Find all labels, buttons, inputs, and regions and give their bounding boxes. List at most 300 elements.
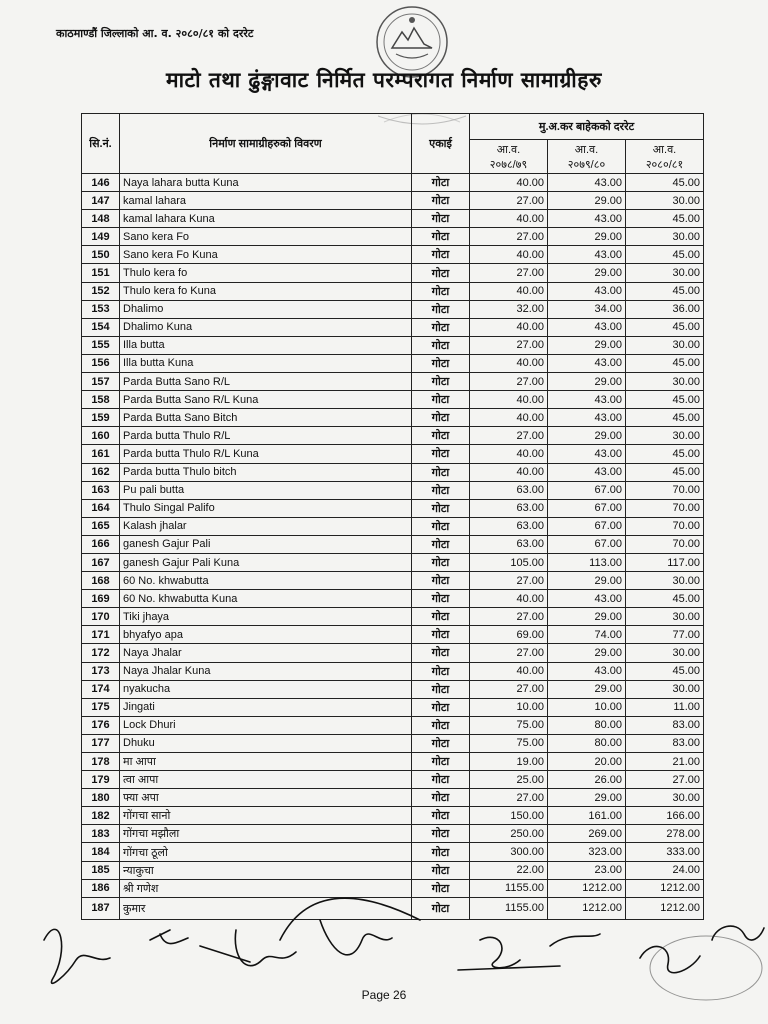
rate-2080-81-cell: 45.00 xyxy=(626,445,704,463)
rate-2079-80-cell: 20.00 xyxy=(548,753,626,771)
rate-2078-79-cell: 1155.00 xyxy=(470,897,548,919)
description-cell: Parda Butta Sano R/L xyxy=(120,373,412,391)
header-description: निर्माण सामाग्रीहरुको विवरण xyxy=(120,114,412,174)
description-cell: त्वा आपा xyxy=(120,771,412,789)
serial-number-cell: 171 xyxy=(82,626,120,644)
serial-number-cell: 177 xyxy=(82,734,120,752)
serial-number-cell: 182 xyxy=(82,807,120,825)
table-row xyxy=(82,771,704,789)
unit-cell: गोटा xyxy=(412,644,470,662)
unit-cell: गोटा xyxy=(412,318,470,336)
rate-2080-81-cell: 45.00 xyxy=(626,282,704,300)
table-row xyxy=(82,590,704,608)
rate-2078-79-cell: 40.00 xyxy=(470,174,548,192)
rate-2078-79-cell: 40.00 xyxy=(470,662,548,680)
rate-2079-80-cell: 29.00 xyxy=(548,228,626,246)
rate-2079-80-cell: 80.00 xyxy=(548,734,626,752)
rate-2079-80-cell: 43.00 xyxy=(548,318,626,336)
serial-number-cell: 180 xyxy=(82,789,120,807)
table-row xyxy=(82,517,704,535)
unit-cell: गोटा xyxy=(412,174,470,192)
serial-number-cell: 175 xyxy=(82,698,120,716)
table-row xyxy=(82,391,704,409)
unit-cell: गोटा xyxy=(412,734,470,752)
rate-2080-81-cell: 30.00 xyxy=(626,427,704,445)
table-row xyxy=(82,210,704,228)
description-cell: Tiki jhaya xyxy=(120,608,412,626)
unit-cell: गोटा xyxy=(412,210,470,228)
rate-2079-80-cell: 161.00 xyxy=(548,807,626,825)
header-rate-group: मु.अ.कर बाहेकको दररेट xyxy=(470,114,704,140)
description-cell: मा आपा xyxy=(120,753,412,771)
rate-2078-79-cell: 27.00 xyxy=(470,608,548,626)
description-cell: Illa butta Kuna xyxy=(120,354,412,372)
unit-cell: गोटा xyxy=(412,427,470,445)
table-row xyxy=(82,174,704,192)
rate-2079-80-cell: 67.00 xyxy=(548,535,626,553)
rate-2080-81-cell: 278.00 xyxy=(626,825,704,843)
unit-cell: गोटा xyxy=(412,879,470,897)
table-row xyxy=(82,354,704,372)
rate-2079-80-cell: 26.00 xyxy=(548,771,626,789)
table-row xyxy=(82,318,704,336)
rate-2078-79-cell: 27.00 xyxy=(470,228,548,246)
serial-number-cell: 153 xyxy=(82,300,120,318)
unit-cell: गोटा xyxy=(412,373,470,391)
table-row xyxy=(82,336,704,354)
rate-2080-81-cell: 1212.00 xyxy=(626,879,704,897)
unit-cell: गोटा xyxy=(412,897,470,919)
unit-cell: गोटा xyxy=(412,517,470,535)
table-row xyxy=(82,373,704,391)
table-row xyxy=(82,445,704,463)
description-cell: गोंगचा ठूलो xyxy=(120,843,412,861)
rate-2079-80-cell: 29.00 xyxy=(548,264,626,282)
rate-2079-80-cell: 43.00 xyxy=(548,210,626,228)
unit-cell: गोटा xyxy=(412,463,470,481)
rate-2080-81-cell: 45.00 xyxy=(626,391,704,409)
page-number: Page 26 xyxy=(361,988,407,1002)
table-row xyxy=(82,192,704,210)
serial-number-cell: 165 xyxy=(82,517,120,535)
serial-number-cell: 157 xyxy=(82,373,120,391)
rate-2079-80-cell: 43.00 xyxy=(548,354,626,372)
rate-2080-81-cell: 45.00 xyxy=(626,590,704,608)
unit-cell: गोटा xyxy=(412,590,470,608)
serial-number-cell: 148 xyxy=(82,210,120,228)
rate-2080-81-cell: 30.00 xyxy=(626,608,704,626)
rate-2080-81-cell: 45.00 xyxy=(626,318,704,336)
rate-2080-81-cell: 83.00 xyxy=(626,734,704,752)
table-row xyxy=(82,427,704,445)
description-cell: Parda butta Thulo R/L Kuna xyxy=(120,445,412,463)
table-row xyxy=(82,662,704,680)
rate-2079-80-cell: 80.00 xyxy=(548,716,626,734)
rate-2079-80-cell: 29.00 xyxy=(548,427,626,445)
rate-2078-79-cell: 27.00 xyxy=(470,644,548,662)
rate-2078-79-cell: 1155.00 xyxy=(470,879,548,897)
rate-2080-81-cell: 117.00 xyxy=(626,553,704,571)
serial-number-cell: 158 xyxy=(82,391,120,409)
description-cell: Illa butta xyxy=(120,336,412,354)
rate-2078-79-cell: 10.00 xyxy=(470,698,548,716)
serial-number-cell: 176 xyxy=(82,716,120,734)
serial-number-cell: 172 xyxy=(82,644,120,662)
rate-2079-80-cell: 43.00 xyxy=(548,409,626,427)
rate-2078-79-cell: 19.00 xyxy=(470,753,548,771)
serial-number-cell: 151 xyxy=(82,264,120,282)
rate-2080-81-cell: 30.00 xyxy=(626,680,704,698)
description-cell: Naya Jhalar xyxy=(120,644,412,662)
rate-2079-80-cell: 323.00 xyxy=(548,843,626,861)
description-cell: Sano kera Fo xyxy=(120,228,412,246)
rate-2079-80-cell: 29.00 xyxy=(548,192,626,210)
unit-cell: गोटा xyxy=(412,391,470,409)
serial-number-cell: 169 xyxy=(82,590,120,608)
rate-2079-80-cell: 43.00 xyxy=(548,590,626,608)
serial-number-cell: 164 xyxy=(82,499,120,517)
serial-number-cell: 173 xyxy=(82,662,120,680)
unit-cell: गोटा xyxy=(412,825,470,843)
table-row xyxy=(82,753,704,771)
table-row xyxy=(82,734,704,752)
description-cell: Lock Dhuri xyxy=(120,716,412,734)
rate-2080-81-cell: 70.00 xyxy=(626,481,704,499)
rate-2078-79-cell: 27.00 xyxy=(470,264,548,282)
table-row xyxy=(82,825,704,843)
rate-2079-80-cell: 29.00 xyxy=(548,680,626,698)
signature-7 xyxy=(640,926,764,973)
rate-2080-81-cell: 70.00 xyxy=(626,499,704,517)
rate-2079-80-cell: 113.00 xyxy=(548,553,626,571)
serial-number-cell: 161 xyxy=(82,445,120,463)
serial-number-cell: 187 xyxy=(82,897,120,919)
rate-2078-79-cell: 40.00 xyxy=(470,246,548,264)
unit-cell: गोटा xyxy=(412,336,470,354)
serial-number-cell: 160 xyxy=(82,427,120,445)
rate-2079-80-cell: 29.00 xyxy=(548,572,626,590)
header-serial-number: सि.नं. xyxy=(82,114,120,174)
rate-2079-80-cell: 43.00 xyxy=(548,246,626,264)
serial-number-cell: 186 xyxy=(82,879,120,897)
rate-2078-79-cell: 40.00 xyxy=(470,391,548,409)
rate-2080-81-cell: 70.00 xyxy=(626,535,704,553)
rate-2079-80-cell: 74.00 xyxy=(548,626,626,644)
rate-2078-79-cell: 75.00 xyxy=(470,734,548,752)
serial-number-cell: 162 xyxy=(82,463,120,481)
serial-number-cell: 166 xyxy=(82,535,120,553)
serial-number-cell: 167 xyxy=(82,553,120,571)
table-row xyxy=(82,481,704,499)
unit-cell: गोटा xyxy=(412,716,470,734)
description-cell: कुमार xyxy=(120,897,412,919)
rate-2078-79-cell: 40.00 xyxy=(470,210,548,228)
rate-2080-81-cell: 30.00 xyxy=(626,572,704,590)
table-row xyxy=(82,300,704,318)
rate-2080-81-cell: 70.00 xyxy=(626,517,704,535)
header-year-3 xyxy=(626,140,704,174)
signature-1 xyxy=(44,929,110,983)
unit-cell: गोटा xyxy=(412,282,470,300)
rate-2080-81-cell: 45.00 xyxy=(626,409,704,427)
serial-number-cell: 149 xyxy=(82,228,120,246)
rate-2079-80-cell: 67.00 xyxy=(548,481,626,499)
rate-2080-81-cell: 1212.00 xyxy=(626,897,704,919)
rate-2080-81-cell: 45.00 xyxy=(626,463,704,481)
table-row xyxy=(82,680,704,698)
rate-2078-79-cell: 40.00 xyxy=(470,445,548,463)
unit-cell: गोटा xyxy=(412,499,470,517)
description-cell: श्री गणेश xyxy=(120,879,412,897)
rate-2080-81-cell: 45.00 xyxy=(626,210,704,228)
table-row xyxy=(82,409,704,427)
description-cell: Pu pali butta xyxy=(120,481,412,499)
rate-2080-81-cell: 30.00 xyxy=(626,228,704,246)
table-row xyxy=(82,535,704,553)
description-cell: Thulo kera fo Kuna xyxy=(120,282,412,300)
rate-2080-81-cell: 333.00 xyxy=(626,843,704,861)
description-cell: kamal lahara xyxy=(120,192,412,210)
rate-2078-79-cell: 250.00 xyxy=(470,825,548,843)
description-cell: kamal lahara Kuna xyxy=(120,210,412,228)
description-cell: ganesh Gajur Pali xyxy=(120,535,412,553)
table-row xyxy=(82,499,704,517)
description-cell: Dhalimo Kuna xyxy=(120,318,412,336)
unit-cell: गोटा xyxy=(412,807,470,825)
serial-number-cell: 150 xyxy=(82,246,120,264)
rate-2078-79-cell: 22.00 xyxy=(470,861,548,879)
description-cell: Dhuku xyxy=(120,734,412,752)
serial-number-cell: 152 xyxy=(82,282,120,300)
rate-2080-81-cell: 30.00 xyxy=(626,264,704,282)
rate-2078-79-cell: 27.00 xyxy=(470,427,548,445)
unit-cell: गोटा xyxy=(412,535,470,553)
table-row xyxy=(82,626,704,644)
rate-2078-79-cell: 40.00 xyxy=(470,354,548,372)
rate-2080-81-cell: 36.00 xyxy=(626,300,704,318)
table-row xyxy=(82,553,704,571)
table-row xyxy=(82,789,704,807)
description-cell: Parda butta Thulo R/L xyxy=(120,427,412,445)
rate-2080-81-cell: 30.00 xyxy=(626,644,704,662)
rate-2078-79-cell: 40.00 xyxy=(470,318,548,336)
rate-2078-79-cell: 150.00 xyxy=(470,807,548,825)
rates-table xyxy=(81,113,704,920)
serial-number-cell: 147 xyxy=(82,192,120,210)
unit-cell: गोटा xyxy=(412,553,470,571)
signature-2 xyxy=(150,930,188,944)
rate-2080-81-cell: 30.00 xyxy=(626,789,704,807)
table-row xyxy=(82,246,704,264)
unit-cell: गोटा xyxy=(412,626,470,644)
rate-2078-79-cell: 27.00 xyxy=(470,373,548,391)
rate-2078-79-cell: 27.00 xyxy=(470,680,548,698)
unit-cell: गोटा xyxy=(412,698,470,716)
unit-cell: गोटा xyxy=(412,354,470,372)
rate-2079-80-cell: 29.00 xyxy=(548,789,626,807)
rate-2078-79-cell: 63.00 xyxy=(470,535,548,553)
unit-cell: गोटा xyxy=(412,789,470,807)
rate-2078-79-cell: 32.00 xyxy=(470,300,548,318)
serial-number-cell: 168 xyxy=(82,572,120,590)
year-value: २०७९/८० xyxy=(567,158,606,171)
rate-2080-81-cell: 45.00 xyxy=(626,174,704,192)
table-row xyxy=(82,608,704,626)
rate-2079-80-cell: 43.00 xyxy=(548,463,626,481)
unit-cell: गोटा xyxy=(412,264,470,282)
rate-2080-81-cell: 30.00 xyxy=(626,373,704,391)
rate-2080-81-cell: 30.00 xyxy=(626,336,704,354)
year-value: २०७८/७९ xyxy=(489,158,528,171)
rate-2079-80-cell: 67.00 xyxy=(548,517,626,535)
rate-2080-81-cell: 45.00 xyxy=(626,246,704,264)
rate-2079-80-cell: 23.00 xyxy=(548,861,626,879)
rate-2079-80-cell: 269.00 xyxy=(548,825,626,843)
rate-2079-80-cell: 43.00 xyxy=(548,445,626,463)
rate-2080-81-cell: 11.00 xyxy=(626,698,704,716)
unit-cell: गोटा xyxy=(412,409,470,427)
unit-cell: गोटा xyxy=(412,861,470,879)
rate-2080-81-cell: 77.00 xyxy=(626,626,704,644)
rate-2079-80-cell: 29.00 xyxy=(548,644,626,662)
table-row xyxy=(82,716,704,734)
rate-2078-79-cell: 25.00 xyxy=(470,771,548,789)
table-row xyxy=(82,843,704,861)
unit-cell: गोटा xyxy=(412,771,470,789)
rate-2078-79-cell: 63.00 xyxy=(470,499,548,517)
rate-2078-79-cell: 300.00 xyxy=(470,843,548,861)
rate-2079-80-cell: 34.00 xyxy=(548,300,626,318)
rate-2080-81-cell: 21.00 xyxy=(626,753,704,771)
serial-number-cell: 170 xyxy=(82,608,120,626)
table-row xyxy=(82,463,704,481)
rate-2080-81-cell: 24.00 xyxy=(626,861,704,879)
unit-cell: गोटा xyxy=(412,662,470,680)
description-cell: Jingati xyxy=(120,698,412,716)
table-row xyxy=(82,861,704,879)
rate-2079-80-cell: 43.00 xyxy=(548,282,626,300)
rate-2078-79-cell: 40.00 xyxy=(470,409,548,427)
table-row xyxy=(82,807,704,825)
description-cell: nyakucha xyxy=(120,680,412,698)
year-value: २०८०/८१ xyxy=(645,158,684,171)
rate-2080-81-cell: 166.00 xyxy=(626,807,704,825)
description-cell: 60 No. khwabutta xyxy=(120,572,412,590)
serial-number-cell: 159 xyxy=(82,409,120,427)
description-cell: Thulo Singal Palifo xyxy=(120,499,412,517)
rate-2078-79-cell: 40.00 xyxy=(470,590,548,608)
rate-2078-79-cell: 75.00 xyxy=(470,716,548,734)
signature-5 xyxy=(458,937,560,970)
rate-2078-79-cell: 27.00 xyxy=(470,572,548,590)
table-row xyxy=(82,644,704,662)
unit-cell: गोटा xyxy=(412,843,470,861)
unit-cell: गोटा xyxy=(412,572,470,590)
unit-cell: गोटा xyxy=(412,192,470,210)
rate-2078-79-cell: 63.00 xyxy=(470,517,548,535)
serial-number-cell: 184 xyxy=(82,843,120,861)
serial-number-cell: 163 xyxy=(82,481,120,499)
rate-2079-80-cell: 67.00 xyxy=(548,499,626,517)
rate-2079-80-cell: 29.00 xyxy=(548,373,626,391)
page-title: माटो तथा ढुंङ्गावाट निर्मित परम्परागत निर्माण सामाग्रीहरु xyxy=(166,68,602,92)
description-cell: Parda Butta Sano R/L Kuna xyxy=(120,391,412,409)
unit-cell: गोटा xyxy=(412,481,470,499)
serial-number-cell: 156 xyxy=(82,354,120,372)
rate-2078-79-cell: 105.00 xyxy=(470,553,548,571)
rate-2079-80-cell: 1212.00 xyxy=(548,897,626,919)
description-cell: bhyafyo apa xyxy=(120,626,412,644)
rate-2078-79-cell: 27.00 xyxy=(470,789,548,807)
table-row xyxy=(82,282,704,300)
description-cell: Naya Jhalar Kuna xyxy=(120,662,412,680)
description-cell: Sano kera Fo Kuna xyxy=(120,246,412,264)
serial-number-cell: 179 xyxy=(82,771,120,789)
rate-2080-81-cell: 83.00 xyxy=(626,716,704,734)
description-cell: Parda Butta Sano Bitch xyxy=(120,409,412,427)
unit-cell: गोटा xyxy=(412,445,470,463)
rate-2078-79-cell: 69.00 xyxy=(470,626,548,644)
rate-2078-79-cell: 40.00 xyxy=(470,463,548,481)
description-cell: Naya lahara butta Kuna xyxy=(120,174,412,192)
rate-2080-81-cell: 45.00 xyxy=(626,354,704,372)
serial-number-cell: 155 xyxy=(82,336,120,354)
description-cell: न्याकुचा xyxy=(120,861,412,879)
header-year-1 xyxy=(470,140,548,174)
rate-2078-79-cell: 40.00 xyxy=(470,282,548,300)
description-cell: गोंगचा मझौला xyxy=(120,825,412,843)
table-row xyxy=(82,264,704,282)
serial-number-cell: 146 xyxy=(82,174,120,192)
serial-number-cell: 185 xyxy=(82,861,120,879)
rate-2080-81-cell: 27.00 xyxy=(626,771,704,789)
signature-6 xyxy=(550,934,600,946)
year-prefix: आ.व. xyxy=(496,143,521,156)
unit-cell: गोटा xyxy=(412,246,470,264)
description-cell: Thulo kera fo xyxy=(120,264,412,282)
signature-4 xyxy=(280,898,420,955)
description-cell: फ्या अपा xyxy=(120,789,412,807)
serial-number-cell: 178 xyxy=(82,753,120,771)
unit-cell: गोटा xyxy=(412,608,470,626)
rate-2078-79-cell: 27.00 xyxy=(470,336,548,354)
rate-2079-80-cell: 10.00 xyxy=(548,698,626,716)
description-cell: Kalash jhalar xyxy=(120,517,412,535)
rate-2080-81-cell: 45.00 xyxy=(626,662,704,680)
unit-cell: गोटा xyxy=(412,300,470,318)
header-unit: एकाई xyxy=(412,114,470,174)
rate-2078-79-cell: 63.00 xyxy=(470,481,548,499)
unit-cell: गोटा xyxy=(412,228,470,246)
rate-2080-81-cell: 30.00 xyxy=(626,192,704,210)
rate-2079-80-cell: 43.00 xyxy=(548,391,626,409)
serial-number-cell: 183 xyxy=(82,825,120,843)
rate-2078-79-cell: 27.00 xyxy=(470,192,548,210)
table-row xyxy=(82,572,704,590)
unit-cell: गोटा xyxy=(412,680,470,698)
table-row xyxy=(82,698,704,716)
rate-2079-80-cell: 43.00 xyxy=(548,174,626,192)
rate-2079-80-cell: 29.00 xyxy=(548,608,626,626)
rate-2079-80-cell: 29.00 xyxy=(548,336,626,354)
description-cell: Parda butta Thulo bitch xyxy=(120,463,412,481)
unit-cell: गोटा xyxy=(412,753,470,771)
header-note: काठमाण्डौं जिल्लाको आ. व. २०८०/८१ को दररेट xyxy=(56,27,254,40)
year-prefix: आ.व. xyxy=(574,143,599,156)
rate-2079-80-cell: 43.00 xyxy=(548,662,626,680)
header-year-2 xyxy=(548,140,626,174)
rate-2079-80-cell: 1212.00 xyxy=(548,879,626,897)
